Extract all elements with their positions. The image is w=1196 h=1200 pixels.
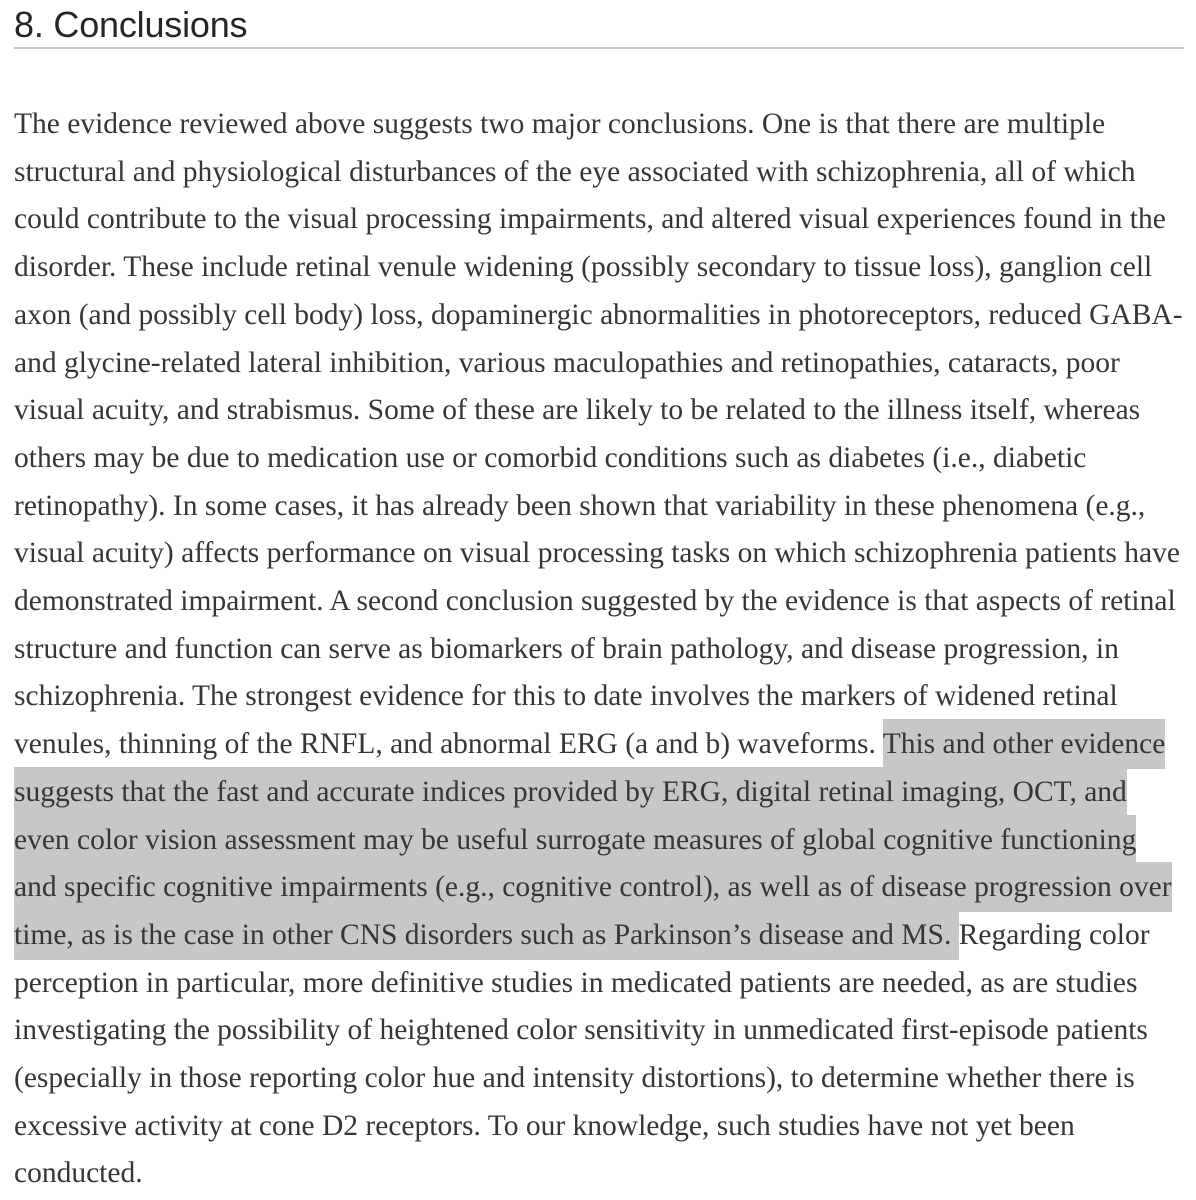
- selected-text: This and other evidence suggests that the fast and accurate indices provided by ERG, digital retinal imaging, OCT, and even color vision assessment may be useful surrogate measures of global cognitive functioning and specific cognitive impairments (e.g., cognitive control), as well as of disease progression over time, as is the case in other CNS disorders such as Parkinson’s disease and MS.: [14, 719, 1172, 960]
- section-heading: 8. Conclusions: [14, 4, 248, 45]
- paragraph-text-segment: The evidence reviewed above suggests two major conclusions. One is that there are multiple structural and physiological disturbances of the eye associated with schizophrenia, all of which could contribute to the visual processing impairments, and altered visual experiences found in the disorder. These include retinal venule widening (possibly secondary to tissue loss), ganglion cell axon (and possibly cell body) loss, dopaminergic abnormalities in photoreceptors, reduced GABA- and glycine-related lateral inhibition, various maculopathies and retinopathies, cataracts, poor visual acuity, and strabismus. Some of these are likely to be related to the illness itself, whereas others may be due to medication use or comorbid conditions such as diabetes (i.e., diabetic retinopathy). In some cases, it has already been shown that variability in these phenomena (e.g., visual acuity) affects performance on visual processing tasks on which schizophrenia patients have demonstrated impairment. A second conclusion suggested by the evidence is that aspects of retinal structure and function can serve as biomarkers of brain pathology, and disease progression, in schizophrenia. The strongest evidence for this to date involves the markers of widened retinal venules, thinning of the RNFL, and abnormal ERG (a and b) waveforms.: [14, 108, 1183, 761]
- paragraph-text-segment: Regarding color perception in particular, more definitive studies in medicated patients are needed, as are studies investigating the possibility of heightened color sensitivity in unmedicated first-episode patients (especially in those reporting color hue and intensity distortions), to determine whether there is excessive activity at cone D2 receptors. To our knowledge, such studies have not yet been conducted.: [14, 918, 1150, 1190]
- conclusions-paragraph[interactable]: [14, 49, 1184, 1198]
